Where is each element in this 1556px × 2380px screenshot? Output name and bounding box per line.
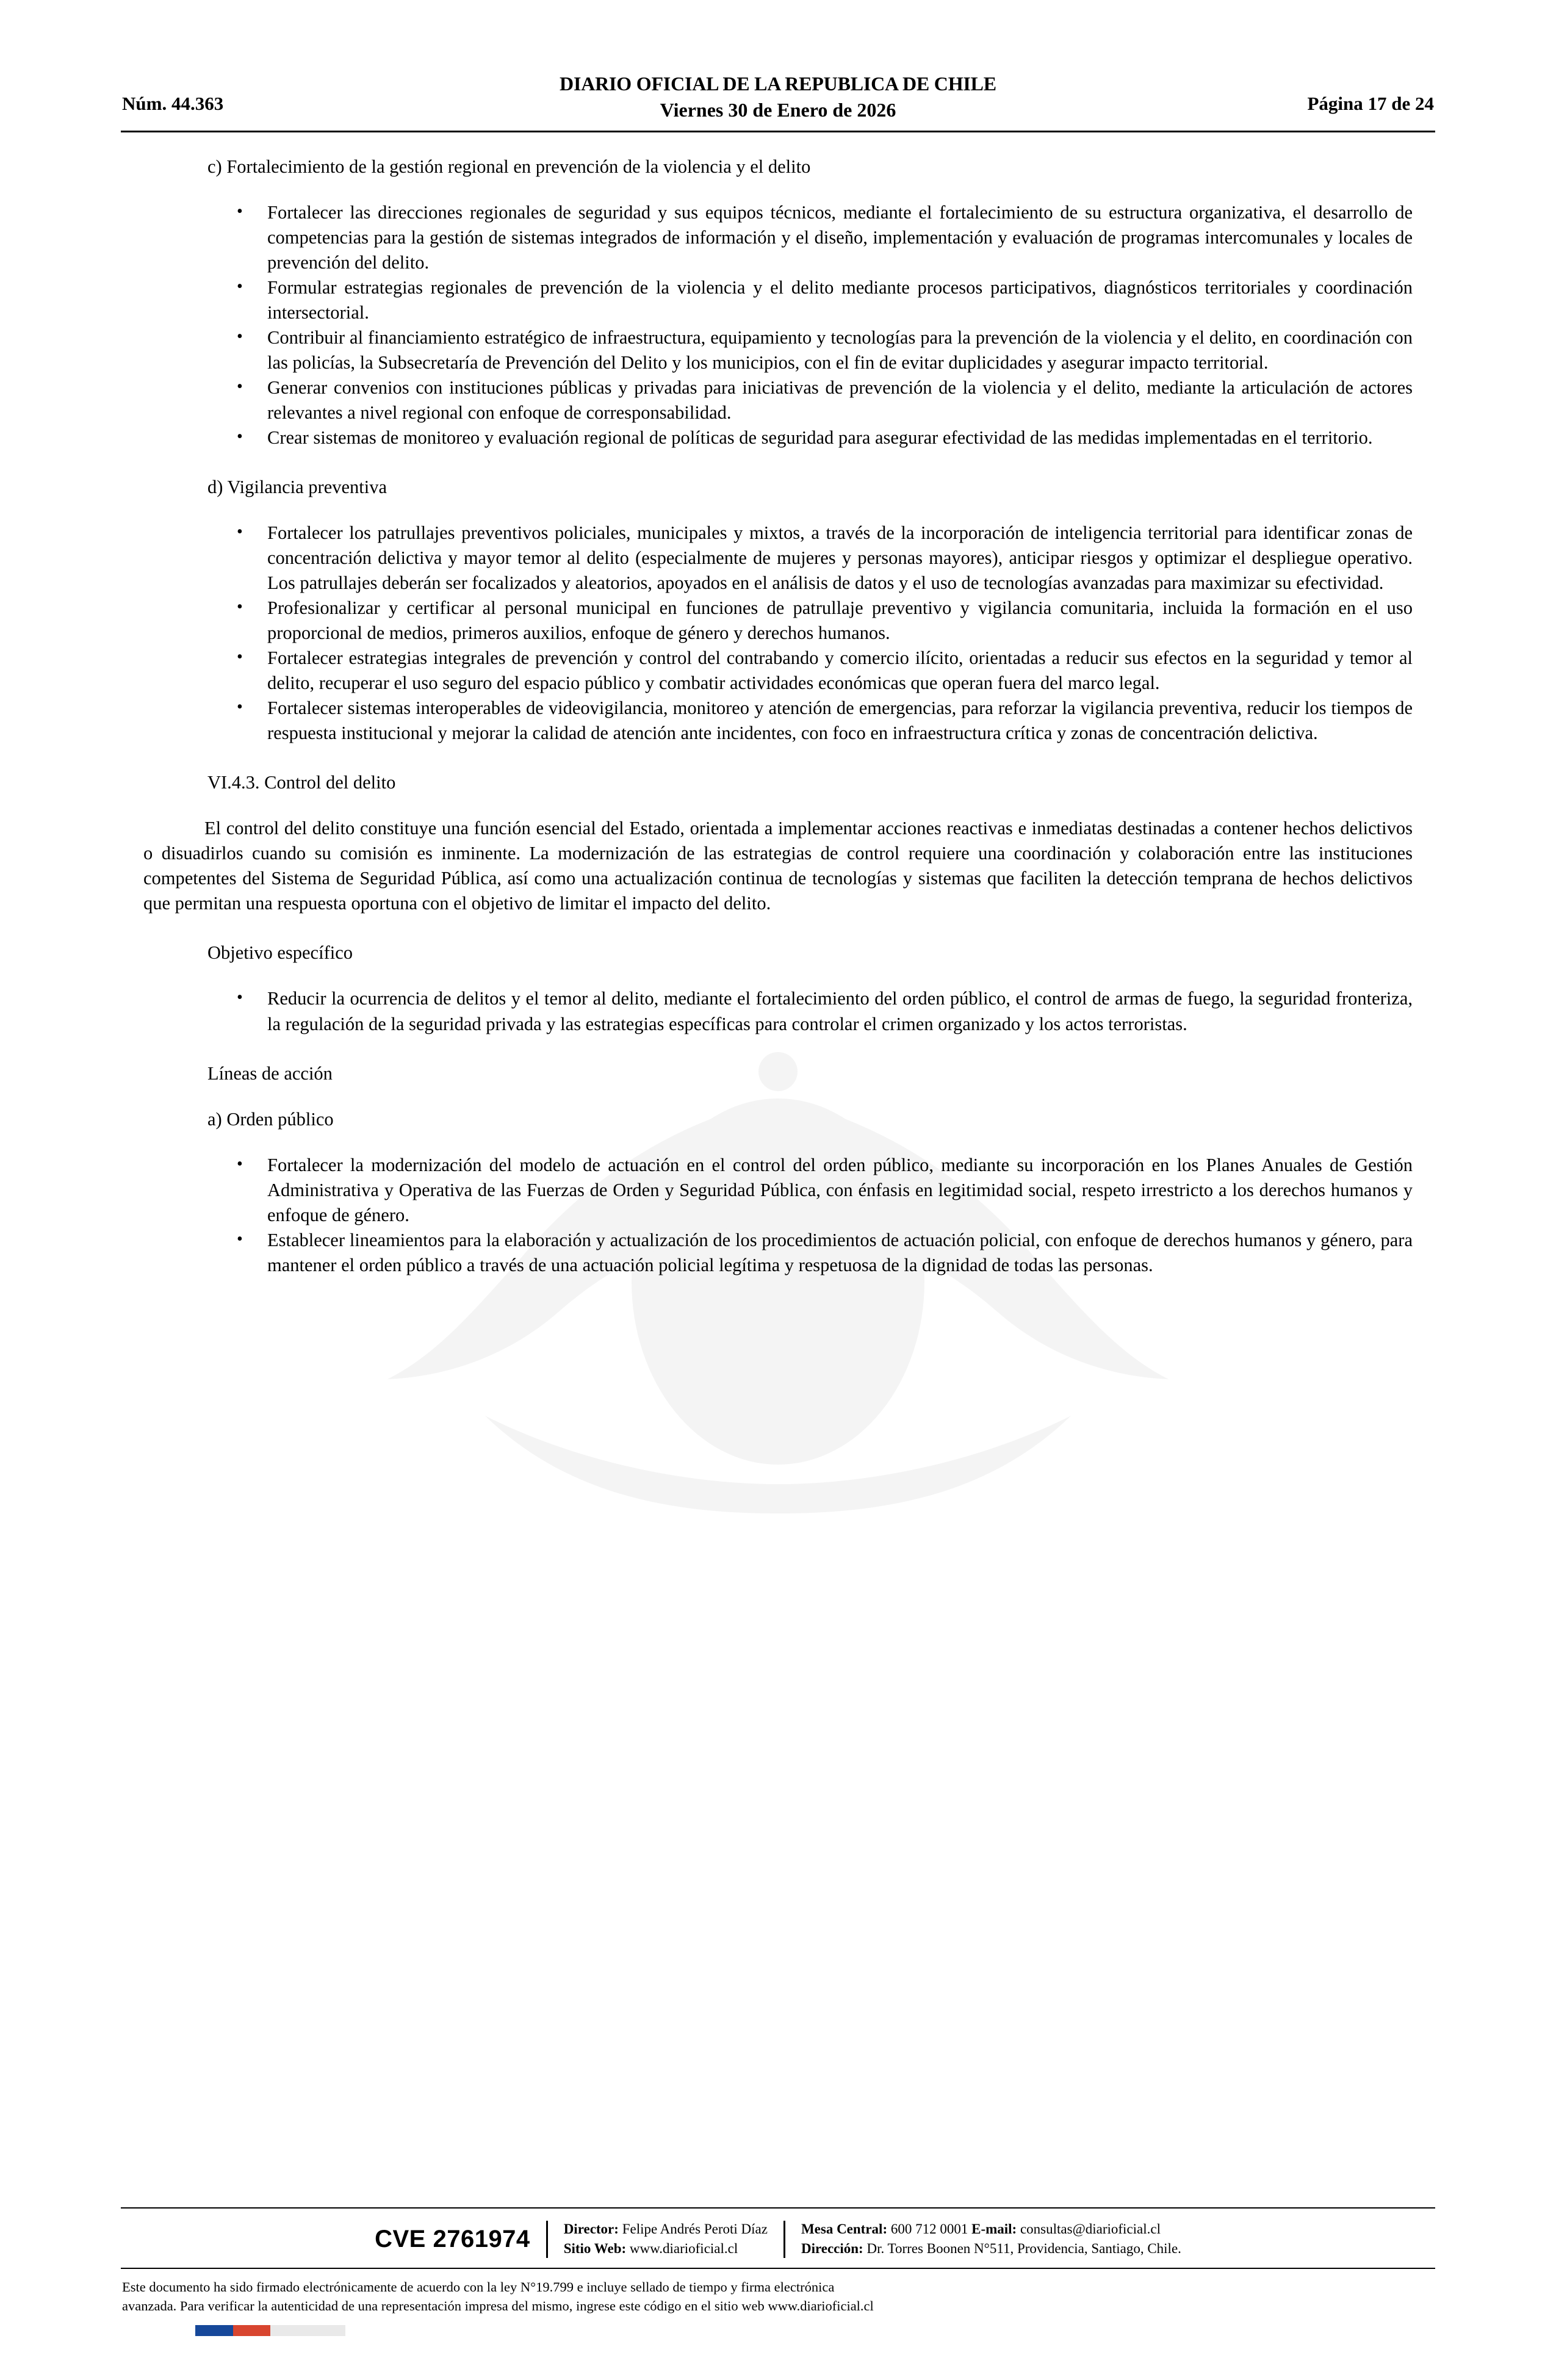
- footer-divider-vertical: [546, 2221, 548, 2258]
- list-item: • Fortalecer las direcciones regionales de seguridad y sus equipos técnicos, mediante el fortalecimiento de su estructura organizativa, el desarrollo de competencias para la gestión de sistemas integrados de información y el diseño, implementación y evaluación de programas intercomunales y locales de prevención del delito.: [207, 200, 1413, 275]
- email-label: E-mail:: [971, 2221, 1017, 2237]
- section-vi43-paragraph: El control del delito constituye una función esencial del Estado, orientada a implementar acciones reactivas e inmediatas destinadas a contener hechos delictivos o disuadirlos cuando su comisión es inminente. La modernización de las estrategias de control requiere una coordinación y colaboración entre las instituciones competentes del Sistema de Seguridad Pública, así como una actualización continua de tecnologías y sistemas que faciliten la detección temprana de hechos delictivos que permitan una respuesta oportuna con el objetivo de limitar el impacto del delito.: [143, 818, 1413, 914]
- spacer: [143, 1037, 1413, 1061]
- site-value: www.diarioficial.cl: [629, 2241, 738, 2257]
- footer-director-column: [564, 2220, 768, 2259]
- issue-number: Núm. 44.363: [122, 93, 224, 114]
- mesa-label: Mesa Central:: [801, 2221, 888, 2237]
- section-vi43-heading: VI.4.3. Control del delito: [207, 772, 396, 793]
- document-body: [143, 132, 1413, 1278]
- spacer: [143, 795, 1413, 816]
- director-label: Director:: [563, 2221, 619, 2237]
- footer-site-line: [564, 2239, 768, 2259]
- email-value: consultas@diarioficial.cl: [1020, 2221, 1161, 2237]
- legal-line-1: Este documento ha sido firmado electrónicamente de acuerdo con la ley N°19.799 e incluye sellado de tiempo y firma electrónica: [122, 2279, 835, 2295]
- list-item: • Establecer lineamientos para la elaboración y actualización de los procedimientos de actuación policial, con enfoque de derechos humanos y género, para mantener el orden público a través de una actuación policial legítima y respetuosa de la dignidad de todas las personas.: [207, 1228, 1413, 1278]
- list-item: • Fortalecer la modernización del modelo de actuación en el control del orden público, mediante su incorporación en los Planes Anuales de Gestión Administrativa y Operativa de las Fuerzas de Orden y Seguridad Pública, con énfasis en legitimidad social, respeto irrestricto a los derechos humanos y enfoque de género.: [207, 1153, 1413, 1228]
- mesa-value: 600 712 0001: [890, 2221, 968, 2237]
- footer-divider-vertical-2: [783, 2221, 785, 2258]
- list-item: • Fortalecer estrategias integrales de prevención y control del contrabando y comercio ilícito, orientadas a reducir sus efectos en la seguridad y temor al delito, recuperar el uso seguro del espacio público y combatir actividades económicas que operan fuera del marco legal.: [207, 646, 1413, 696]
- list-item: • Formular estrategias regionales de prevención de la violencia y el delito mediante procesos participativos, diagnósticos territoriales y coordinación intersectorial.: [207, 275, 1413, 325]
- list-item: • Crear sistemas de monitoreo y evaluación regional de políticas de seguridad para asegurar efectividad de las medidas implementadas en el territorio.: [207, 425, 1413, 450]
- section-a-heading: a) Orden público: [207, 1108, 334, 1130]
- spacer: [143, 1132, 1413, 1153]
- footer-mesa-line: [801, 2220, 1181, 2240]
- objetivo-especifico-heading: Objetivo específico: [207, 942, 353, 964]
- publication-title: DIARIO OFICIAL DE LA REPUBLICA DE CHILE: [560, 73, 996, 95]
- spacer: [143, 1086, 1413, 1107]
- spacer: [143, 916, 1413, 940]
- page-number: Página 17 de 24: [1307, 93, 1434, 114]
- footer-director-line: [564, 2220, 768, 2240]
- section-d-bullet-list: [143, 521, 1413, 746]
- legal-line-2: avanzada. Para verificar la autenticidad de una representación impresa del mismo, ingrese este código en el sitio web www.diarioficial.cl: [122, 2298, 874, 2313]
- spacer: [143, 746, 1413, 770]
- objetivo-bullet-list: [143, 986, 1413, 1036]
- direccion-label: Dirección:: [801, 2241, 863, 2257]
- flag-blue-segment: [195, 2325, 233, 2336]
- list-item: • Profesionalizar y certificar al personal municipal en funciones de patrullaje preventivo y vigilancia comunitaria, incluida la formación en el uso proporcional de medios, primeros auxilios, enfoque de género y derechos humanos.: [207, 596, 1413, 646]
- footer-contact-column: [801, 2220, 1181, 2259]
- page-header: [98, 0, 1458, 132]
- list-item: • Reducir la ocurrencia de delitos y el temor al delito, mediante el fortalecimiento del orden público, el control de armas de fuego, la seguridad fronteriza, la regulación de la seguridad privada y las estrategias específicas para controlar el crimen organizado y los actos terroristas.: [207, 986, 1413, 1036]
- header-center-block: [98, 72, 1458, 122]
- section-d-heading: d) Vigilancia preventiva: [207, 477, 387, 498]
- flag-red-segment: [233, 2325, 271, 2336]
- cve-code: CVE 2761974: [375, 2225, 530, 2252]
- direccion-value: Dr. Torres Boonen N°511, Providencia, Santiago, Chile.: [866, 2241, 1181, 2257]
- publication-date: Viernes 30 de Enero de 2026: [660, 99, 896, 121]
- section-a-bullet-list: [143, 1153, 1413, 1278]
- spacer: [143, 450, 1413, 475]
- spacer: [143, 965, 1413, 986]
- flag-white-segment: [270, 2325, 345, 2336]
- list-item: • Fortalecer los patrullajes preventivos policiales, municipales y mixtos, a través de la incorporación de inteligencia territorial para identificar zonas de concentración delictiva y mayor temor al delito (especialmente de mujeres y personas mayores), anticipar riesgos y optimizar el despliegue operativo. Los patrullajes deberán ser focalizados y aleatorios, apoyados en el análisis de datos y el uso de tecnologías avanzadas para maximizar su efectividad.: [207, 521, 1413, 596]
- chile-flag-bar: [195, 2325, 345, 2336]
- section-c-heading: c) Fortalecimiento de la gestión regional en prevención de la violencia y el delito: [207, 156, 811, 178]
- spacer: [143, 500, 1413, 521]
- section-c-bullet-list: [143, 200, 1413, 450]
- list-item: • Generar convenios con instituciones públicas y privadas para iniciativas de prevención de la violencia y el delito, mediante la articulación de actores relevantes a nivel regional con enfoque de corresponsabilidad.: [207, 375, 1413, 425]
- legal-notice: [98, 2269, 1458, 2315]
- footer-direccion-line: [801, 2239, 1181, 2259]
- spacer: [143, 179, 1413, 200]
- page-footer: [98, 2207, 1458, 2336]
- list-item: • Contribuir al financiamiento estratégico de infraestructura, equipamiento y tecnologías para la prevención de la violencia y el delito, en coordinación con las policías, la Subsecretaría de Prevención del Delito y los municipios, con el fin de evitar duplicidades y asegurar impacto territorial.: [207, 325, 1413, 375]
- lineas-de-accion-heading: Líneas de acción: [207, 1062, 333, 1084]
- footer-contact-block: [98, 2209, 1458, 2268]
- site-label: Sitio Web:: [563, 2241, 627, 2257]
- list-item: • Fortalecer sistemas interoperables de videovigilancia, monitoreo y atención de emergencias, para reforzar la vigilancia preventiva, reducir los tiempos de respuesta institucional y mejorar la calidad de atención ante incidentes, con foco en infraestructura crítica y zonas de concentración delictiva.: [207, 696, 1413, 746]
- director-name: Felipe Andrés Peroti Díaz: [622, 2221, 768, 2237]
